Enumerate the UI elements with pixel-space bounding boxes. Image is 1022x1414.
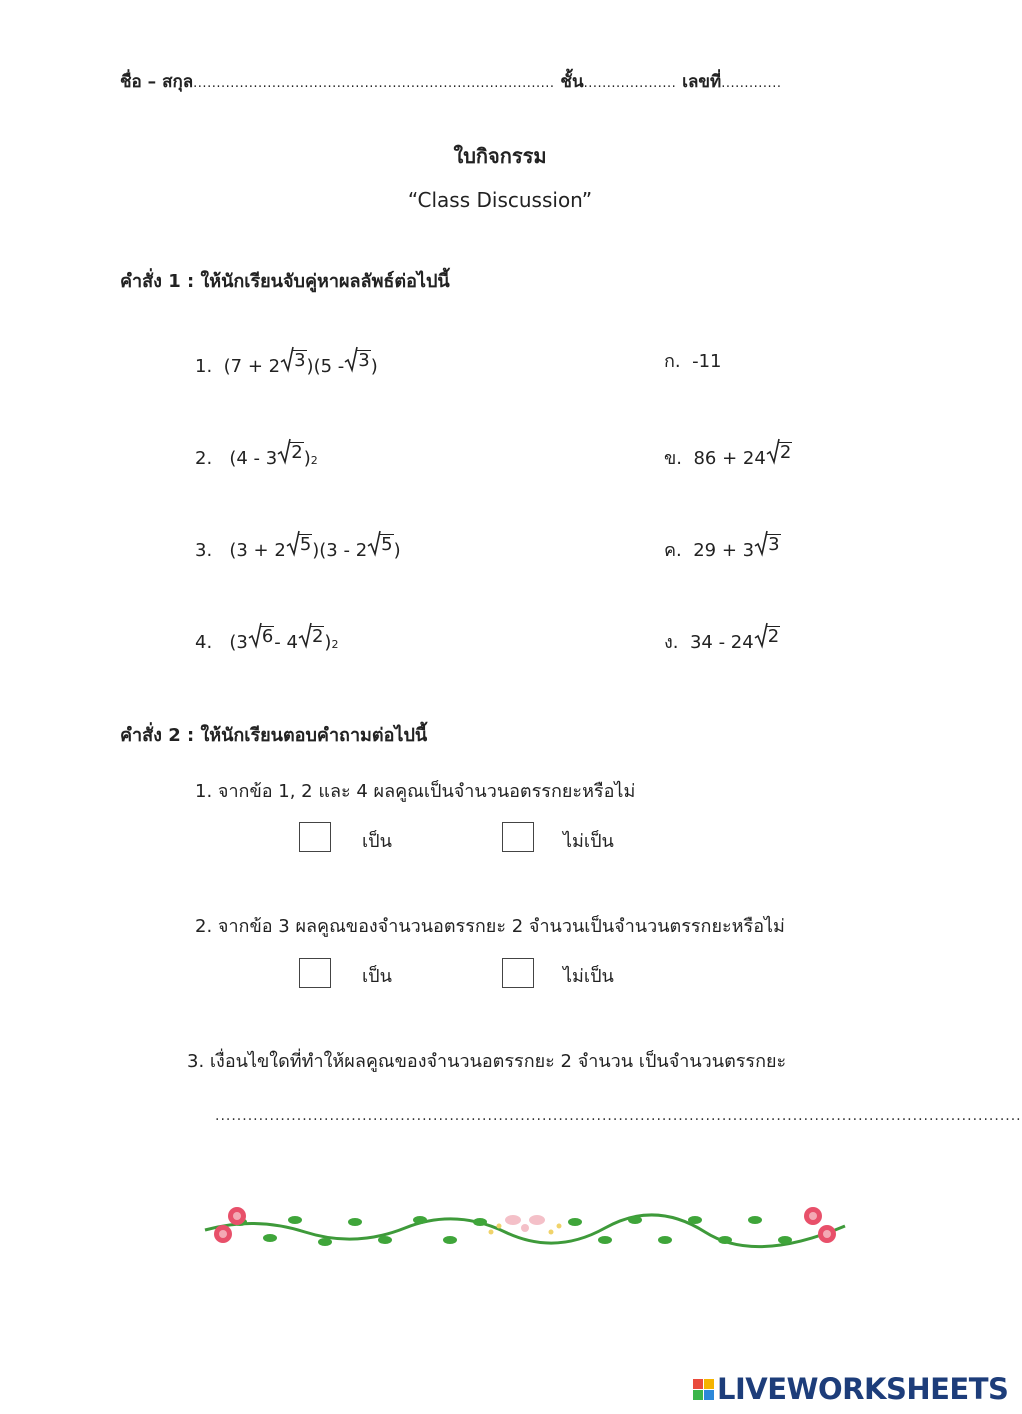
answer-line[interactable]: .................................................................................................................................................... (215, 1108, 1022, 1124)
item-number: 3. (195, 540, 213, 561)
matching-right-item: ก. -11 (664, 346, 721, 375)
square-root: 2 (766, 438, 792, 464)
name-field (120, 68, 781, 95)
exponent: 2 (331, 638, 339, 651)
logo-mark-icon (693, 1379, 714, 1400)
option-no-label: ไม่เป็น (563, 966, 614, 987)
option-no-label: ไม่เป็น (563, 831, 614, 852)
option-label: ค. (664, 540, 682, 561)
option-label: ก. (664, 351, 681, 372)
matching-left-item: 4. (3 6 - 4 2 ) 2 (195, 622, 338, 653)
checkbox-no[interactable] (502, 822, 534, 852)
option-yes-label: เป็น (362, 831, 392, 852)
page-title: ใบกิจกรรม (453, 144, 547, 168)
square-root: 6 (248, 622, 274, 648)
instruction-2: คำสั่ง 2 : ให้นักเรียนตอบคำถามต่อไปนี้ (120, 725, 428, 746)
option-label: ข. (664, 448, 683, 469)
instruction-1: คำสั่ง 1 : ให้นักเรียนจับคู่หาผลลัพธ์ต่อไปนี้ (120, 271, 450, 292)
square-root: 5 (286, 530, 312, 556)
matching-right-item: ข. 86 + 24 2 (664, 438, 792, 472)
item-number: 1. (195, 356, 213, 377)
matching-left-item: 2. (4 - 3 2 ) 2 (195, 438, 318, 469)
exponent: 2 (310, 454, 318, 467)
class-dots: .................... (583, 76, 677, 91)
logo-text: LIVEWORKSHEETS (717, 1372, 1009, 1406)
matching-left-item: 3. (3 + 2 5 )(3 - 2 5 ) (195, 530, 401, 561)
number-dots: ............. (721, 76, 782, 91)
option-label: ง. (664, 632, 679, 653)
square-root: 2 (298, 622, 324, 648)
square-root: 3 (344, 346, 370, 372)
checkbox-yes[interactable] (299, 958, 331, 988)
square-root: 5 (367, 530, 393, 556)
square-root: 2 (754, 622, 780, 648)
page-subtitle: “Class Discussion” (407, 188, 593, 212)
checkbox-yes[interactable] (299, 822, 331, 852)
matching-right-item: ง. 34 - 24 2 (664, 622, 780, 656)
question-3: 3. เงื่อนไขใดที่ทำให้ผลคูณของจำนวนอตรรกยะ 2 จำนวน เป็นจำนวนตรรกยะ (187, 1051, 787, 1072)
item-number: 2. (195, 448, 213, 469)
matching-right-item: ค. 29 + 3 3 (664, 530, 781, 564)
item-number: 4. (195, 632, 213, 653)
matching-left-item: 1. (7 + 2 3 )(5 - 3 ) (195, 346, 378, 377)
class-label: ชั้น (560, 72, 584, 92)
square-root: 3 (280, 346, 306, 372)
checkbox-no[interactable] (502, 958, 534, 988)
square-root: 3 (754, 530, 780, 556)
name-label: ชื่อ – สกุล (120, 72, 194, 92)
floral-vine-decoration (195, 1198, 855, 1258)
question-1: 1. จากข้อ 1, 2 และ 4 ผลคูณเป็นจำนวนอตรรกยะหรือไม่ (195, 781, 636, 802)
square-root: 2 (277, 438, 303, 464)
option-yes-label: เป็น (362, 966, 392, 987)
question-2: 2. จากข้อ 3 ผลคูณของจำนวนอตรรกยะ 2 จำนวนเป็นจำนวนตรรกยะหรือไม่ (195, 916, 785, 937)
name-dots: .............................................................................. (193, 76, 555, 91)
number-label: เลขที่ (682, 72, 722, 92)
liveworksheets-logo (693, 1373, 1008, 1405)
